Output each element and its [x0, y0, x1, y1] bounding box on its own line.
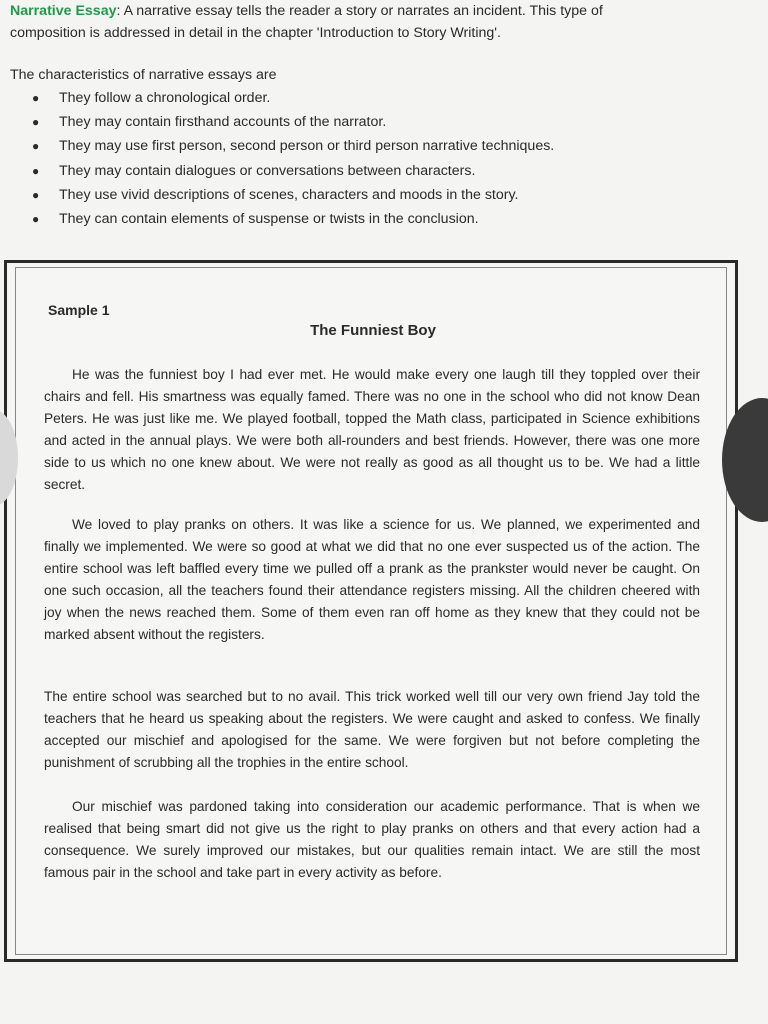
list-item: ● They may contain firsthand accounts of the narrator. [32, 110, 750, 134]
bullet-icon: ● [32, 115, 40, 130]
bullet-icon: ● [32, 91, 40, 105]
definition-text-1: : A narrative essay tells the reader a story or narrates an incident. This type of [116, 3, 603, 19]
list-item: ● They may use first person, second person or third person narrative techniques. [32, 134, 750, 158]
bullet-icon: ● [32, 187, 40, 202]
story-paragraph-4: Our mischief was pardoned taking into consideration our academic performance. That is when we realised that being smart did not give us the right to play pranks on others and that every action had a consequence. We surely improved our mistakes, but our qualities remain intact. We are still the most famous pair in the school and take part in every activity as before. [44, 799, 700, 880]
sample-label: Sample 1 [48, 302, 110, 318]
intro-section [10, 0, 750, 231]
story-paragraph-1: He was the funniest boy I had ever met. He would make every one laugh till they toppled over their chairs and fell. His smartness was equally famed. There was no one in the school who did not know Dean Peters. He was just like me. We played football, topped the Math class, participated in Science exhibitions and acted in the annual plays. We were both all-rounders and best friends. However, there was one more side to us which no one knew about. We were not really as good as all thought us to be. We had a little secret. [44, 367, 700, 492]
definition-line-1 [10, 0, 750, 22]
characteristics-list [10, 86, 750, 231]
list-item: ● They can contain elements of suspense or twists in the conclusion. [32, 207, 750, 231]
list-item: ● They use vivid descriptions of scenes, characters and moods in the story. [32, 183, 750, 207]
story-paragraph-2: We loved to play pranks on others. It was like a science for us. We planned, we experimented and finally we implemented. We were so good at what we did that no one ever suspected us of the action. The entire school was left baffled every time we pulled off a prank as the prankster would never be caught. On one such occasion, all the teachers found their attendance registers missing. All the children cheered with joy when the news reached them. Some of them even ran off home as they knew that they could not be marked absent without the registers. [44, 517, 700, 642]
bullet-icon: ● [32, 163, 40, 178]
story-title: The Funniest Boy [310, 322, 436, 339]
list-item: ● They follow a chronological order. [32, 86, 750, 110]
list-item: ● They may contain dialogues or conversations between characters. [32, 159, 750, 183]
definition-line-2: composition is addressed in detail in the chapter 'Introduction to Story Writing'. [10, 25, 501, 41]
characteristics-heading: The characteristics of narrative essays are [10, 67, 277, 83]
bullet-icon: ● [32, 139, 40, 154]
story-paragraph-3: The entire school was searched but to no avail. This trick worked well till our very own friend Jay told the teachers that he heard us speaking about the registers. We were caught and asked to confess. We finally accepted our mischief and apologised for the same. We were forgiven but not before completing the punishment of scrubbing all the trophies in the entire school. [44, 689, 700, 770]
bullet-icon: ● [32, 212, 40, 227]
term-narrative-essay: Narrative Essay [10, 3, 117, 19]
